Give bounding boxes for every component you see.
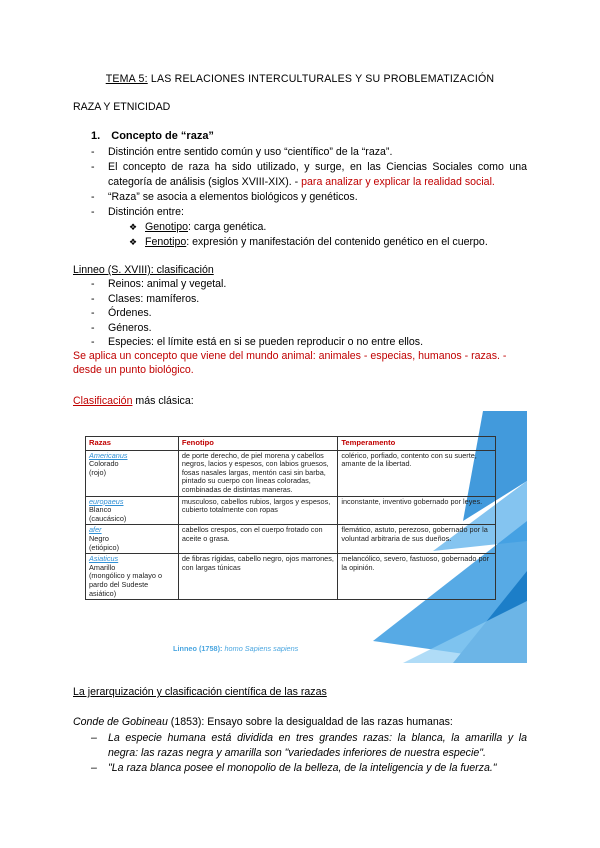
list-item-text: Órdenes.: [108, 307, 152, 319]
list-item: [91, 277, 527, 292]
clasificacion-label: [73, 395, 194, 407]
dash-icon: -: [91, 146, 95, 158]
dash-icon: -: [91, 336, 95, 348]
genotipo-term: Genotipo: [145, 221, 188, 233]
species-name: Asiaticus: [89, 554, 119, 564]
list-item: [91, 292, 527, 307]
race-name: Negro (etiópico): [89, 533, 120, 552]
list-item-text: Clases: mamíferos.: [108, 292, 200, 305]
temperamento-cell: inconstante, inventivo gobernado por leyes.: [338, 496, 496, 525]
list-item-text: Especies: el límite está en si se pueden reproducir o no entre ellos.: [108, 336, 424, 348]
caption-italic: homo Sapiens sapiens: [222, 644, 299, 653]
temperamento-cell: flemático, astuto, perezoso, gobernado por la voluntad arbitraria de sus dueños.: [338, 525, 496, 554]
gobineau-author: Conde de Gobineau: [73, 716, 168, 728]
quote-text: La especie humana está dividida en tres grandes razas: la blanca, la amarilla y la: [108, 732, 527, 744]
quote-text: negra: las razas negra y amarilla son "variedades inferiores de nuestra especie".: [108, 747, 486, 759]
header-razas: Razas: [86, 437, 179, 451]
temperamento-cell: colérico, porfiado, contento con su suerte, amante de la libertad.: [338, 450, 496, 496]
list-item-text: Distinción entre sentido común y uso “científico” de la “raza”.: [108, 146, 393, 158]
figure-caption: [173, 644, 298, 653]
linneo-note-line1: Se aplica un concepto que viene del mundo animal: animales - especias, humanos - razas. -: [73, 350, 507, 362]
gobineau-rest: (1853): Ensayo sobre la desigualdad de las razas humanas:: [167, 716, 453, 728]
list-item: [91, 731, 527, 746]
title-rest: LAS RELACIONES INTERCULTURALES Y SU PROBLEMATIZACIÓN: [147, 73, 495, 85]
dash-icon: –: [91, 762, 97, 774]
red-note: para analizar y explicar la realidad social.: [298, 176, 495, 188]
table-row: [86, 450, 496, 496]
list-item-text: categoría de análisis (siglos XVIII-XIX). -: [108, 176, 299, 188]
document-title: [0, 73, 600, 85]
table-row: [86, 496, 496, 525]
dash-icon: -: [91, 161, 95, 173]
gobineau-quotes: [91, 731, 527, 776]
clasificacion-label-red: Clasificación: [73, 395, 133, 407]
list-item: [91, 335, 527, 350]
caption-bold: Linneo (1758):: [173, 644, 223, 653]
list-item-text: El concepto de raza ha sido utilizado, y surge, en las Ciencias Sociales como una: [108, 161, 527, 173]
title-prefix: TEMA 5:: [105, 73, 148, 85]
clasificacion-label-rest: más clásica:: [132, 395, 194, 407]
concept-heading-text: Concepto de “raza”: [111, 130, 214, 142]
race-name: Amarillo (mongólico y malayo o pardo del Sudeste asiático): [89, 562, 163, 598]
list-item-continuation: [91, 175, 527, 190]
table-row: [86, 554, 496, 600]
section-heading: RAZA Y ETNICIDAD: [73, 101, 171, 113]
quote-text: "La raza blanca posee el monopolio de la belleza, de la inteligencia y de la fuerza.": [108, 762, 497, 774]
species-name: Americanus: [89, 450, 128, 460]
race-table: [85, 436, 496, 600]
concept-heading-number: 1.: [91, 130, 101, 142]
fenotipo-cell: cabellos crespos, con el cuerpo frotado con aceite o grasa.: [178, 525, 338, 554]
sub-list-item: [91, 235, 527, 250]
species-name: afer: [89, 525, 102, 535]
jerarquia-heading: La jerarquización y clasificación científica de las razas: [73, 686, 327, 698]
concept-heading: [91, 130, 214, 142]
list-item: [91, 160, 527, 175]
race-name: Blanco (caucásico): [89, 505, 127, 523]
dash-icon: -: [91, 206, 95, 218]
diamond-icon: ❖: [129, 237, 138, 247]
list-item: [91, 205, 527, 220]
linneo-list: [91, 277, 527, 350]
list-item-text: Distinción entre:: [108, 206, 184, 218]
list-item: [91, 306, 527, 321]
linneo-note-line2: desde un punto biológico.: [73, 364, 194, 376]
dash-icon: –: [91, 732, 97, 744]
fenotipo-cell: de fibras rígidas, cabello negro, ojos marrones, con largas túnicas: [178, 554, 338, 600]
genotipo-text: : carga genética.: [188, 221, 267, 233]
list-item-text: Reinos: animal y vegetal.: [108, 278, 227, 290]
dash-icon: -: [91, 292, 95, 305]
list-item-continuation: [91, 746, 527, 761]
list-item-text: “Raza” se asocia a elementos biológicos y genéticos.: [108, 191, 358, 203]
gobineau-line: [73, 716, 453, 728]
dash-icon: -: [91, 321, 95, 334]
header-fenotipo: Fenotipo: [178, 437, 338, 451]
dash-icon: -: [91, 307, 95, 319]
temperamento-cell: melancólico, severo, fastuoso, gobernado por la opinión.: [338, 554, 496, 600]
sub-list-item: [91, 220, 527, 235]
dash-icon: -: [91, 278, 95, 290]
species-name: europaeus: [89, 496, 124, 506]
list-item: [91, 321, 527, 336]
fenotipo-cell: de porte derecho, de piel morena y cabellos negros, lacios y espesos, con labios gruesos, fosas nasales largas, mentón casi sin barba, pintado su cuerpo con líneas coloradas, combinadas de distintas maneras.: [178, 450, 338, 496]
table-header-row: [86, 437, 496, 451]
concept-list: [91, 145, 527, 250]
list-item: [91, 190, 527, 205]
list-item-text: Géneros.: [108, 321, 152, 334]
race-name: Colorado (rojo): [89, 459, 119, 477]
fenotipo-term: Fenotipo: [145, 236, 187, 248]
race-classification-figure: [73, 411, 527, 663]
table-row: [86, 525, 496, 554]
fenotipo-cell: musculoso, cabellos rubios, largos y espesos, cubierto totalmente con ropas: [178, 496, 338, 525]
linneo-heading: Linneo (S. XVIII): clasificación: [73, 264, 214, 276]
dash-icon: -: [91, 191, 95, 203]
diamond-icon: ❖: [129, 222, 138, 232]
header-temperamento: Temperamento: [338, 437, 496, 451]
list-item: [91, 145, 527, 160]
fenotipo-text: : expresión y manifestación del contenido genético en el cuerpo.: [186, 236, 488, 248]
list-item: [91, 761, 527, 776]
